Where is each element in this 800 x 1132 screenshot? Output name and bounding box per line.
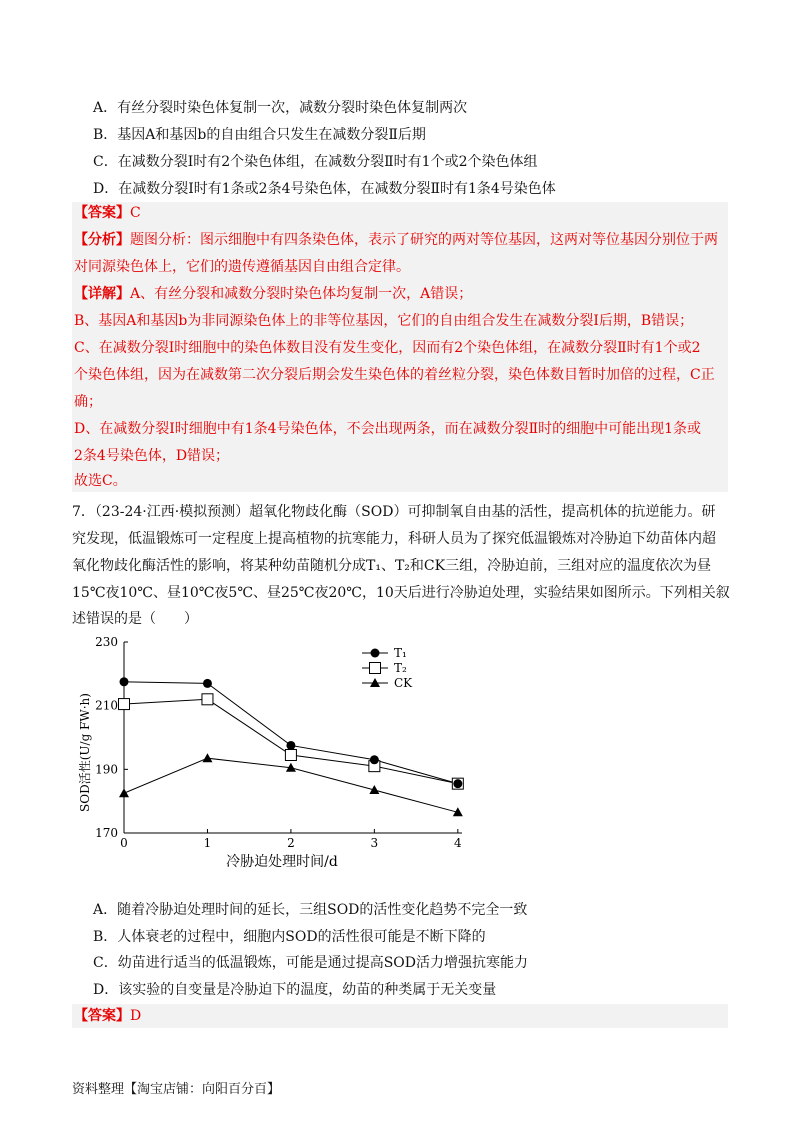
analysis-line-1: [74, 230, 718, 250]
q6-option-d: D．在减数分裂Ⅰ时有1条或2条4号染色体，在减数分裂Ⅱ时有1条4号染色体: [93, 181, 556, 197]
analysis-tag: 【分析】: [74, 232, 130, 248]
detail-tag: 【详解】: [74, 286, 130, 302]
legend-marker: [371, 649, 380, 658]
q6-option-a: A．有丝分裂时染色体复制一次，减数分裂时染色体复制两次: [93, 100, 468, 116]
q6-answer-line: [74, 203, 141, 223]
data-point-series-1: [202, 694, 213, 705]
q7-stem-line-4: 15℃夜10℃、昼10℃夜5℃、昼25℃夜20℃，10天后进行冷胁迫处理，实验结果如图所示。下列相关叙: [72, 585, 730, 601]
data-point-series-2: [119, 788, 129, 797]
y-axis-label: SOD活性(U/g FW·h): [78, 693, 92, 812]
q7-option-d: D．该实验的自变量是冷胁迫下的温度，幼苗的种类属于无关变量: [93, 982, 497, 998]
answer-value: D: [130, 1008, 142, 1024]
data-point-series-0: [453, 779, 462, 788]
y-tick-label: 210: [95, 698, 118, 713]
detail-line-4: 个染色体组，因为在减数第二次分裂后期会发生染色体的着丝粒分裂，染色体数目暂时加倍的过程，C正: [74, 367, 715, 383]
detail-line-3: C、在减数分裂Ⅰ时细胞中的染色体数目没有发生变化，因而有2个染色体组，在减数分裂Ⅱ时有1个或2: [74, 340, 701, 356]
q7-answer-line: [74, 1006, 141, 1026]
detail-line-7: 2条4号染色体，D错误；: [74, 448, 230, 464]
legend-label: CK: [394, 676, 413, 690]
q7-option-a: A．随着冷胁迫处理时间的延长，三组SOD的活性变化趋势不完全一致: [93, 902, 528, 918]
legend-marker: [370, 663, 381, 674]
detail-line-6: D、在减数分裂Ⅰ时细胞中有1条4号染色体，不会出现两条，而在减数分裂Ⅱ时的细胞中可能出现1条或: [74, 421, 701, 437]
detail-line-8: 故选C。: [74, 473, 127, 489]
x-tick-label: 0: [120, 836, 128, 850]
data-point-series-2: [202, 753, 212, 762]
detail-line-2: B、基因A和基因b为非同源染色体上的非等位基因，它们的自由组合发生在减数分裂Ⅰ后期，B错误；: [74, 313, 694, 329]
q7-stem-line-2: 究发现，低温锻炼可一定程度上提高植物的抗寒能力，科研人员为了探究低温锻炼对冷胁迫下幼苗体内超: [72, 531, 716, 547]
sod-activity-chart: [72, 630, 492, 875]
data-point-series-0: [370, 755, 379, 764]
legend-label: T₁: [394, 646, 407, 660]
answer-tag: 【答案】: [74, 205, 130, 221]
x-tick-label: 2: [287, 836, 295, 850]
q7-stem-line-3: 氧化物歧化酶活性的影响，将某种幼苗随机分成T₁、T₂和CK三组，冷胁迫前，三组对应的温度依次为昼: [72, 558, 712, 574]
x-tick-label: 1: [203, 836, 212, 850]
y-tick-label: 230: [95, 635, 118, 649]
y-tick-label: 190: [95, 762, 118, 777]
data-point-series-1: [119, 699, 130, 710]
q7-stem-line-5: 述错误的是（ ）: [72, 611, 198, 627]
q6-answer-block: [72, 202, 728, 492]
q7-answer-block: [72, 1004, 728, 1028]
legend-label: T₂: [394, 661, 407, 675]
analysis-line-2: 对同源染色体上，它们的遗传遵循基因自由组合定律。: [74, 259, 410, 275]
data-point-series-0: [120, 677, 129, 686]
q7-option-b: B．人体衰老的过程中，细胞内SOD的活性很可能是不断下降的: [93, 929, 486, 945]
x-tick-label: 3: [370, 836, 379, 850]
data-point-series-0: [203, 679, 212, 688]
q7-stem-line-1: 7．（23-24·江西·模拟预测）超氧化物歧化酶（SOD）可抑制氧自由基的活性，提高机体的抗逆能力。研: [72, 504, 716, 520]
q7-option-c: C．幼苗进行适当的低温锻炼，可能是通过提高SOD活力增强抗寒能力: [93, 955, 529, 971]
analysis-text: 题图分析：图示细胞中有四条染色体，表示了研究的两对等位基因，这两对等位基因分别位于两: [130, 232, 718, 248]
q6-option-b: B．基因A和基因b的自由组合只发生在减数分裂Ⅱ后期: [93, 127, 426, 143]
x-axis-label: 冷胁迫处理时间/d: [226, 854, 338, 870]
answer-value: C: [130, 205, 141, 221]
footer-source: 资料整理【淘宝店铺：向阳百分百】: [72, 1082, 281, 1097]
data-point-series-0: [286, 741, 295, 750]
y-tick-label: 170: [95, 826, 118, 840]
detail-text: A、有丝分裂和减数分裂时染色体均复制一次，A错误；: [130, 286, 473, 302]
q6-option-c: C．在减数分裂Ⅰ时有2个染色体组，在减数分裂Ⅱ时有1个或2个染色体组: [93, 154, 538, 170]
detail-line-5: 确；: [74, 394, 102, 410]
answer-tag: 【答案】: [74, 1008, 130, 1024]
detail-line-1: [74, 284, 472, 304]
x-tick-label: 4: [454, 836, 462, 850]
data-point-series-1: [285, 750, 296, 761]
